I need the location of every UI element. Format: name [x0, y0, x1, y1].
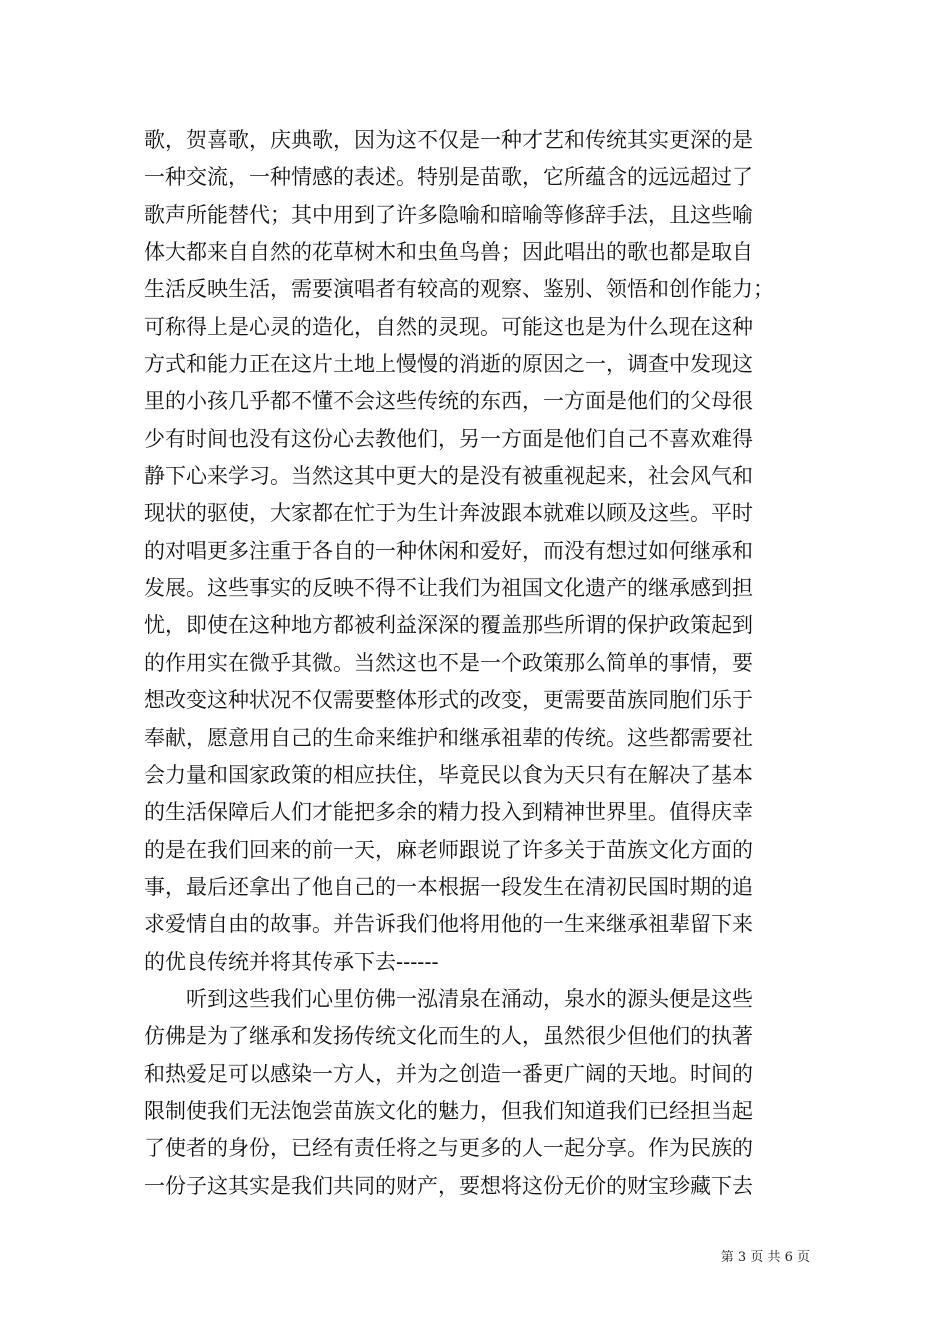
text-line-24: 听到这些我们心里仿佛一泓清泉在涌动，泉水的源头便是这些 [144, 986, 753, 1011]
text-line-1: 歌，贺喜歌，庆典歌，因为这不仅是一种才艺和传统其实更深的是 [144, 128, 753, 152]
text-line-8: 里的小孩几乎都不懂不会这些传统的东西，一方面是他们的父母很 [144, 389, 753, 414]
page-indicator: 第 3 页 共 6 页 [720, 1250, 810, 1265]
text-line-11: 现状的驱使，大家都在忙于为生计奔波跟本就难以顾及这些。平时 [144, 501, 753, 526]
text-line-13: 发展。这些事实的反映不得不让我们为祖国文化遗产的继承感到担 [144, 576, 753, 601]
text-line-2: 一种交流，一种情感的表述。特别是苗歌，它所蕴含的远远超过了 [144, 165, 753, 190]
text-line-7: 方式和能力正在这片土地上慢慢的消逝的原因之一，调查中发现这 [144, 352, 753, 377]
text-line-6: 可称得上是心灵的造化，自然的灵现。可能这也是为什么现在这种 [144, 314, 753, 339]
text-line-3: 歌声所能替代；其中用到了许多隐喻和暗喻等修辞手法，且这些喻 [144, 202, 753, 227]
text-line-18: 会力量和国家政策的相应扶住，毕竟民以食为天只有在解决了基本 [144, 762, 753, 787]
text-line-17: 奉献，愿意用自己的生命来维护和继承祖辈的传统。这些都需要社 [144, 725, 753, 750]
text-line-5: 生活反映生活，需要演唱者有较高的观察、鉴别、领悟和创作能力； [144, 277, 774, 302]
text-line-26: 和热爱足可以感染一方人，并为之创造一番更广阔的天地。时间的 [144, 1061, 753, 1086]
text-line-29: 一份子这其实是我们共同的财产，要想将这份无价的财宝珍藏下去 [144, 1173, 753, 1198]
text-line-15: 的作用实在微乎其微。当然这也不是一个政策那么简单的事情，要 [144, 650, 753, 675]
text-line-14: 忧，即使在这种地方都被利益深深的覆盖那些所谓的保护政策起到 [144, 613, 753, 638]
text-line-22: 求爱情自由的故事。并告诉我们他将用他的一生来继承祖辈留下来 [144, 912, 753, 937]
text-line-16: 想改变这种状况不仅需要整体形式的改变，更需要苗族同胞们乐于 [144, 688, 753, 713]
text-line-21: 事，最后还拿出了他自己的一本根据一段发生在清初民国时期的追 [144, 874, 753, 899]
text-line-12: 的对唱更多注重于各自的一种休闲和爱好，而没有想过如何继承和 [144, 538, 753, 563]
text-line-27: 限制使我们无法饱尝苗族文化的魅力，但我们知道我们已经担当起 [144, 1098, 753, 1123]
text-line-20: 的是在我们回来的前一天，麻老师跟说了许多关于苗族文化方面的 [144, 837, 753, 862]
text-line-23: 的优良传统并将其传承下去------ [144, 949, 439, 974]
text-line-4: 体大都来自自然的花草树木和虫鱼鸟兽；因此唱出的歌也都是取自 [144, 240, 753, 265]
text-line-28: 了使者的身份，已经有责任将之与更多的人一起分享。作为民族的 [144, 1136, 753, 1161]
text-line-19: 的生活保障后人们才能把多余的精力投入到精神世界里。值得庆幸 [144, 800, 753, 825]
text-line-10: 静下心来学习。当然这其中更大的是没有被重视起来，社会风气和 [144, 464, 753, 489]
body-text [144, 122, 812, 1205]
text-line-25: 仿佛是为了继承和发扬传统文化而生的人，虽然很少但他们的执著 [144, 1024, 753, 1049]
text-line-9: 少有时间也没有这份心去教他们，另一方面是他们自己不喜欢难得 [144, 426, 753, 451]
